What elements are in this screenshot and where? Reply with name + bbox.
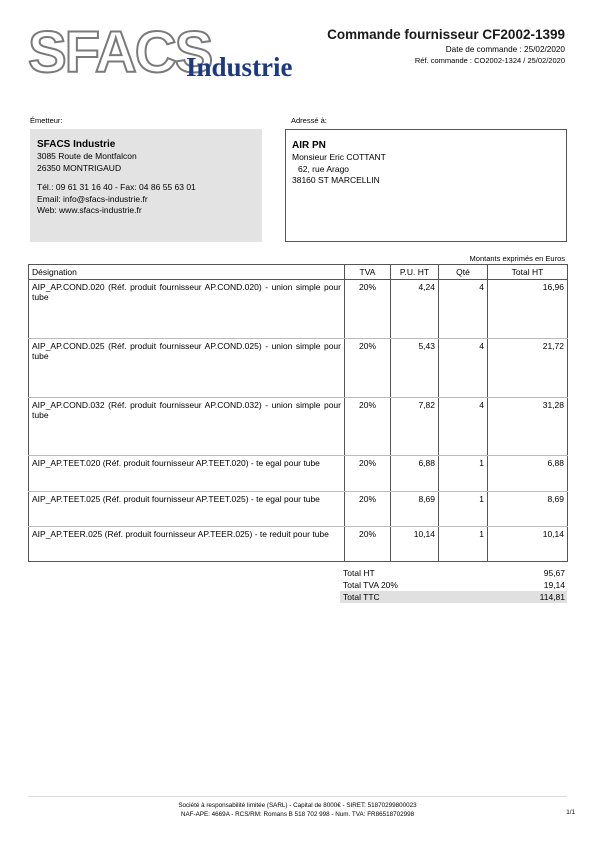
table-header-row (29, 265, 568, 280)
row-designation: AIP_AP.COND.025 (Réf. produit fournisseur AP.COND.025) - union simple pour tube (29, 338, 345, 397)
recipient-address-line2: 38160 ST MARCELLIN (292, 175, 380, 185)
total-ht-row (340, 567, 567, 579)
table-row (29, 338, 568, 397)
footer-line1: Société à responsabilité limitée (SARL) - Capital de 8000€ - SIRET: 51870299800023 (178, 802, 417, 809)
footer-line2: NAF-APE: 4669A - RCS/RM: Romans B 518 702 998 - Num. TVA: FR86518702998 (180, 811, 415, 818)
total-ttc-label: Total TTC (343, 592, 380, 602)
row-total: 8,69 (488, 491, 568, 526)
row-tva: 20% (345, 338, 391, 397)
document-header (327, 27, 565, 66)
company-logo (28, 20, 318, 86)
row-unit-price: 8,69 (391, 491, 439, 526)
emitter-label: Émetteur: (30, 116, 63, 125)
emitter-address-line1: 3085 Route de Montfalcon (37, 151, 137, 161)
row-total: 10,14 (488, 526, 568, 561)
total-ht-value: 95,67 (543, 568, 565, 578)
emitter-box (30, 129, 262, 242)
recipient-label: Adressé à: (291, 116, 327, 125)
row-tva: 20% (345, 280, 391, 339)
recipient-box (285, 129, 567, 242)
logo-sfacs-text: SFACS (28, 20, 212, 85)
header-total-ht: Total HT (488, 265, 568, 280)
row-designation: AIP_AP.TEET.020 (Réf. produit fournisseur AP.TEET.020) - te egal pour tube (29, 456, 345, 491)
order-date: Date de commande : 25/02/2020 (445, 45, 565, 54)
emitter-name: SFACS Industrie (37, 139, 116, 150)
header-designation: Désignation (29, 265, 345, 280)
emitter-phone: Tél.: 09 61 31 16 40 - Fax: 04 86 55 63 01 (37, 182, 196, 192)
header-tva: TVA (345, 265, 391, 280)
logo-industrie-text: Industrie (186, 52, 293, 82)
row-quantity: 4 (439, 397, 488, 456)
total-ht-label: Total HT (343, 568, 375, 578)
row-tva: 20% (345, 491, 391, 526)
table-row (29, 526, 568, 561)
page-number: 1/1 (566, 809, 575, 816)
currency-note: Montants exprimés en Euros (469, 254, 565, 263)
row-designation: AIP_AP.COND.032 (Réf. produit fournisseur AP.COND.032) - union simple pour tube (29, 397, 345, 456)
legal-footer (28, 796, 567, 819)
row-designation: AIP_AP.TEER.025 (Réf. produit fournisseur AP.TEER.025) - te reduit pour tube (29, 526, 345, 561)
recipient-address-line1: 62, rue Arago (298, 163, 350, 174)
row-total: 16,96 (488, 280, 568, 339)
row-tva: 20% (345, 456, 391, 491)
table-row (29, 456, 568, 491)
row-total: 6,88 (488, 456, 568, 491)
row-designation: AIP_AP.TEET.025 (Réf. produit fournisseur AP.TEET.025) - te egal pour tube (29, 491, 345, 526)
recipient-contact: Monsieur Eric COTTANT (292, 152, 386, 162)
row-unit-price: 5,43 (391, 338, 439, 397)
document-title: Commande fournisseur CF2002-1399 (327, 27, 565, 42)
row-total: 21,72 (488, 338, 568, 397)
emitter-address-line2: 26350 MONTRIGAUD (37, 162, 122, 173)
row-quantity: 1 (439, 491, 488, 526)
total-ttc-row (340, 591, 567, 603)
table-row (29, 491, 568, 526)
recipient-name: AIR PN (292, 140, 326, 151)
table-row (29, 397, 568, 456)
total-ttc-value: 114,81 (539, 592, 565, 602)
header-unit-price: P.U. HT (391, 265, 439, 280)
total-tva-label: Total TVA 20% (343, 580, 398, 590)
row-quantity: 4 (439, 280, 488, 339)
row-quantity: 1 (439, 526, 488, 561)
row-total: 31,28 (488, 397, 568, 456)
row-tva: 20% (345, 526, 391, 561)
row-unit-price: 6,88 (391, 456, 439, 491)
emitter-email: Email: info@sfacs-industrie.fr (37, 193, 148, 204)
order-reference: Réf. commande : CO2002-1324 / 25/02/2020 (414, 56, 565, 65)
total-tva-row (340, 579, 567, 591)
emitter-web: Web: www.sfacs-industrie.fr (37, 205, 142, 215)
order-lines-table (28, 264, 568, 562)
row-designation: AIP_AP.COND.020 (Réf. produit fournisseur AP.COND.020) - union simple pour tube (29, 280, 345, 339)
row-unit-price: 7,82 (391, 397, 439, 456)
table-row (29, 280, 568, 339)
row-unit-price: 10,14 (391, 526, 439, 561)
row-tva: 20% (345, 397, 391, 456)
row-quantity: 4 (439, 338, 488, 397)
header-quantity: Qté (439, 265, 488, 280)
totals-block (340, 567, 567, 603)
row-unit-price: 4,24 (391, 280, 439, 339)
row-quantity: 1 (439, 456, 488, 491)
total-tva-value: 19,14 (543, 580, 565, 590)
